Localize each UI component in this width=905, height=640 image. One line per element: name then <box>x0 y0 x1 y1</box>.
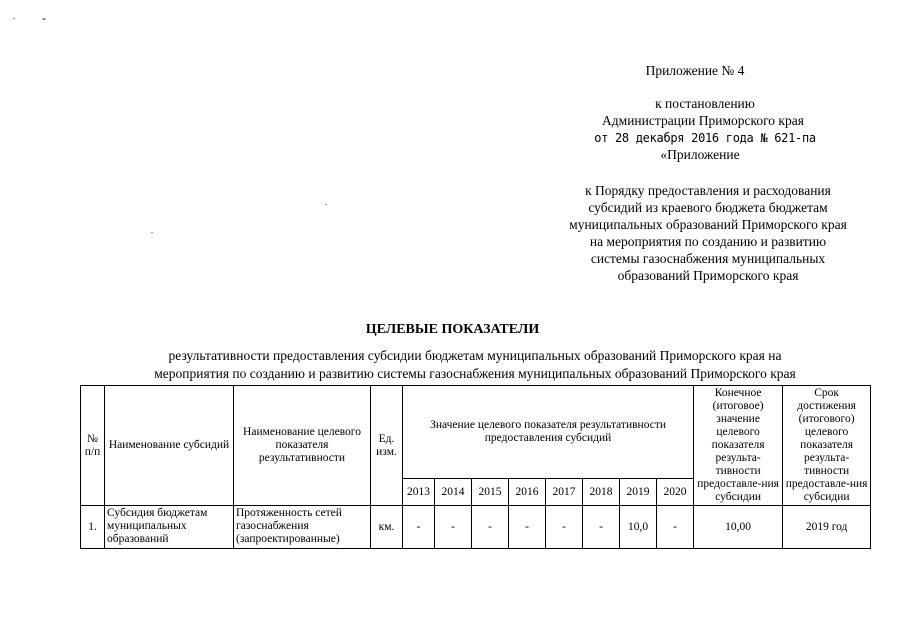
year-header: 2016 <box>509 479 546 506</box>
row-year-value: - <box>657 506 694 549</box>
row-indicator: Протяженность сетей газоснабжения (запроектированные) <box>234 506 371 549</box>
year-header: 2013 <box>403 479 435 506</box>
header-indicator-name: Наименование целевого показателя результативности <box>234 386 371 506</box>
row-year-value: - <box>403 506 435 549</box>
order-reference <box>548 182 868 284</box>
subtitle-line: результативности предоставления субсидии бюджетам муниципальных образований Приморского края на <box>168 348 782 363</box>
row-year-value: - <box>472 506 509 549</box>
appendix-number: Приложение № 4 <box>645 63 745 78</box>
year-header: 2015 <box>472 479 509 506</box>
row-deadline: 2019 год <box>783 506 871 549</box>
indicators-table <box>80 385 871 549</box>
header-deadline: Срок достижения (итогового) целевого показателя результа-тивности предоставле-ния субсидии <box>783 386 871 506</box>
subtitle-line: мероприятия по созданию и развитию системы газоснабжения муниципальных образований Приморского края <box>154 366 796 381</box>
header-value-group: Значение целевого показателя результативности предоставления субсидий <box>403 386 694 479</box>
order-line: к Порядку предоставления и расходования <box>585 183 831 198</box>
year-header: 2014 <box>435 479 472 506</box>
header-num: № п/п <box>81 386 105 506</box>
quote-appendix: «Приложение <box>660 147 740 162</box>
year-header: 2017 <box>546 479 583 506</box>
scan-dot: . <box>325 198 327 207</box>
row-year-value: - <box>583 506 620 549</box>
header-unit: Ед. изм. <box>371 386 403 506</box>
order-line: субсидий из краевого бюджета бюджетам <box>588 200 828 215</box>
order-line: муниципальных образований Приморского края <box>569 217 847 232</box>
row-subsidy: Субсидия бюджетам муниципальных образований <box>105 506 234 549</box>
scan-dot: . <box>151 226 153 235</box>
order-line: на мероприятия по созданию и развитию <box>589 234 827 249</box>
year-header: 2020 <box>657 479 694 506</box>
year-header: 2018 <box>583 479 620 506</box>
scan-dot: . <box>13 12 15 21</box>
order-line: образований Приморского края <box>617 268 799 283</box>
table-row <box>81 506 871 549</box>
row-year-value: 10,0 <box>620 506 657 549</box>
document-title: ЦЕЛЕВЫЕ ПОКАЗАТЕЛИ <box>365 322 540 337</box>
order-line: системы газоснабжения муниципальных <box>590 251 826 266</box>
row-year-value: - <box>546 506 583 549</box>
row-num: 1. <box>81 506 105 549</box>
header-subsidy-name: Наименование субсидий <box>105 386 234 506</box>
administration-name: Администрации Приморского края <box>602 113 804 128</box>
row-year-value: - <box>509 506 546 549</box>
header-final-value: Конечное (итоговое) значение целевого показателя результа-тивности предоставле-ния субсидии <box>694 386 783 506</box>
scan-dash: - <box>42 11 46 25</box>
row-unit: км. <box>371 506 403 549</box>
resolution-date: от 28 декабря 2016 года № 621-па <box>594 131 816 145</box>
row-final-value: 10,00 <box>694 506 783 549</box>
year-header: 2019 <box>620 479 657 506</box>
row-year-value: - <box>435 506 472 549</box>
to-resolution: к постановлению <box>655 96 755 111</box>
